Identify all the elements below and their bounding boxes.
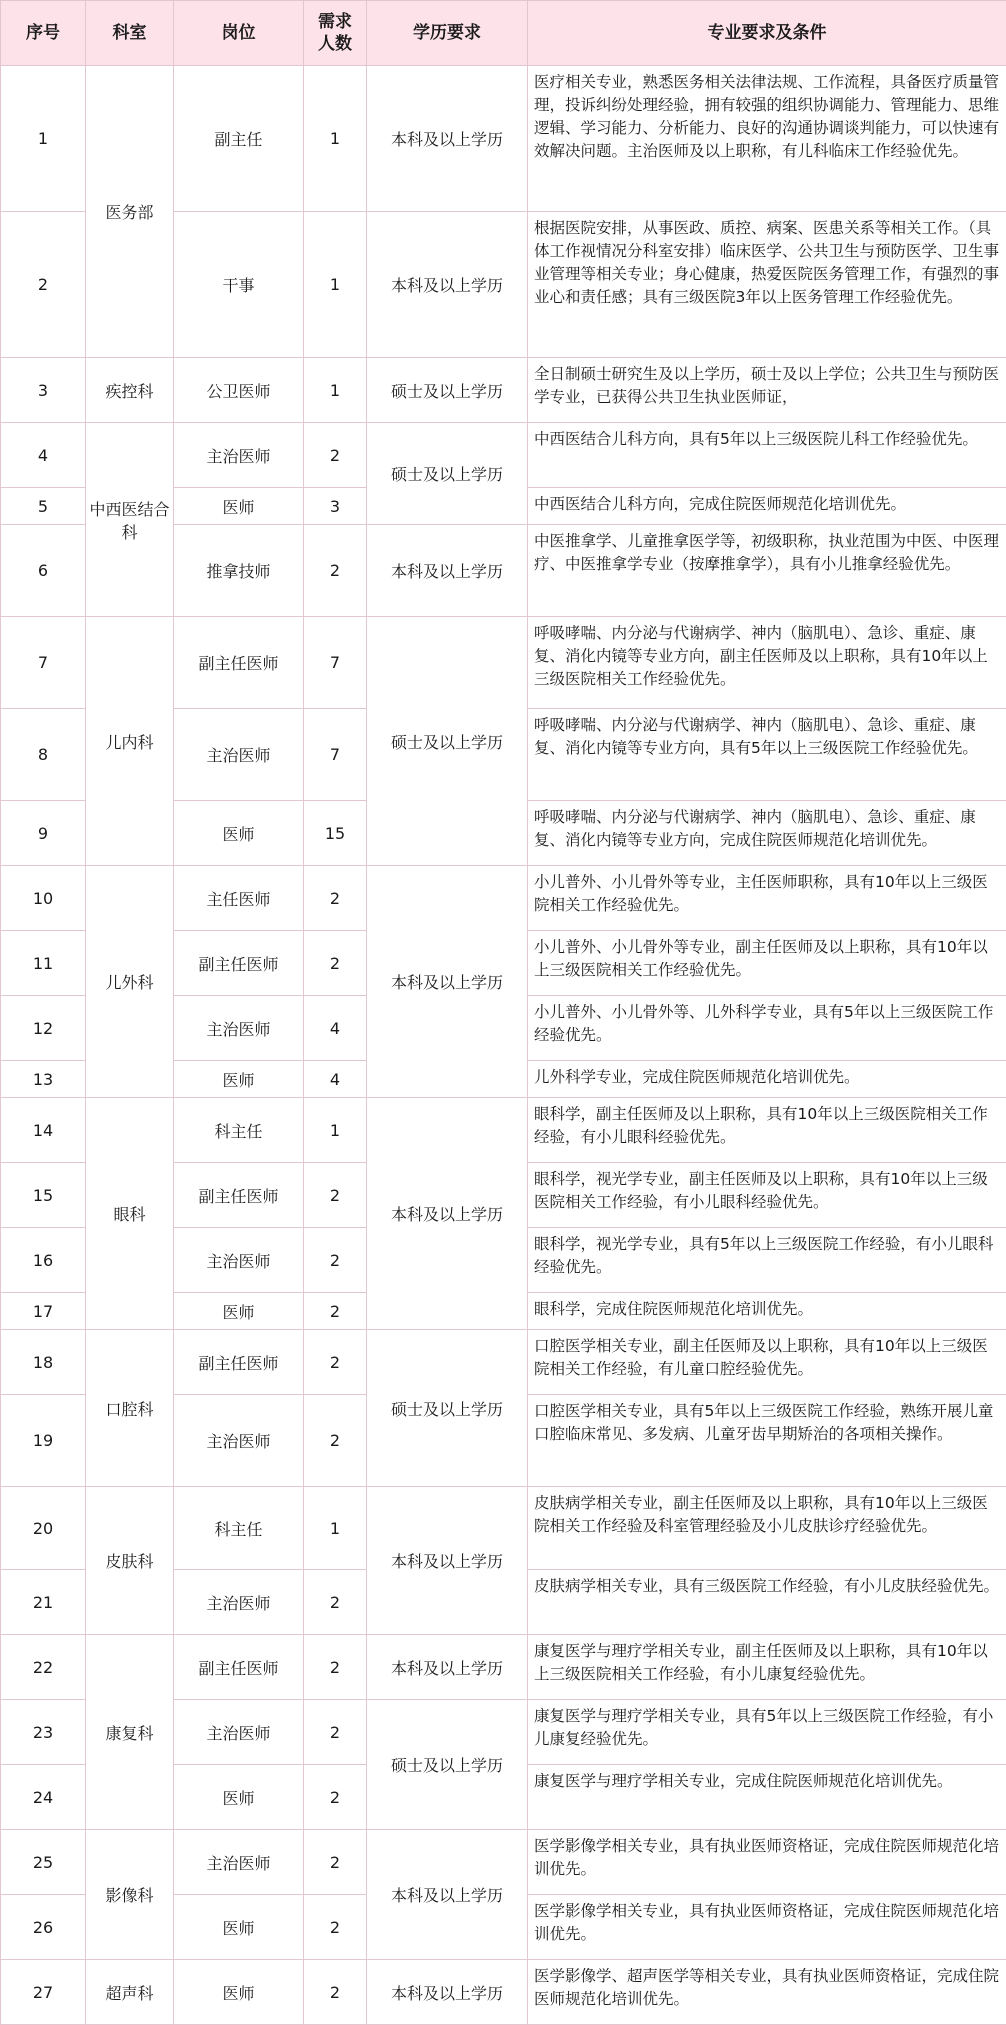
table-row: [1, 617, 1006, 709]
cell-req: [528, 1098, 1006, 1163]
req-text: 医学影像学相关专业，具有执业医师资格证，完成住院医师规范化培训优先。: [534, 1837, 1000, 1878]
cell-post: 科主任: [174, 1487, 304, 1570]
header-count: [304, 1, 367, 66]
cell-req: [528, 66, 1006, 212]
cell-count: 2: [304, 1570, 367, 1635]
cell-req: [528, 996, 1006, 1061]
cell-no: 23: [1, 1700, 86, 1765]
cell-req: [528, 1395, 1006, 1487]
cell-req: [528, 525, 1006, 617]
cell-no: 6: [1, 525, 86, 617]
cell-dept: 儿外科: [86, 866, 174, 1098]
cell-count: 3: [304, 488, 367, 525]
req-text: 小儿普外、小儿骨外等专业，主任医师职称，具有10年以上三级医院相关工作经验优先。: [534, 873, 988, 914]
req-text: 眼科学，副主任医师及以上职称，具有10年以上三级医院相关工作经验，有小儿眼科经验优先。: [534, 1105, 988, 1146]
cell-count: 2: [304, 866, 367, 931]
cell-count: 1: [304, 1487, 367, 1570]
req-text: 医学影像学相关专业，具有执业医师资格证，完成住院医师规范化培训优先。: [534, 1902, 1000, 1943]
cell-post: 医师: [174, 488, 304, 525]
cell-req: [528, 1570, 1006, 1635]
cell-post: 副主任医师: [174, 1163, 304, 1228]
req-text: 康复医学与理疗学相关专业，副主任医师及以上职称，具有10年以上三级医院相关工作经验，有小儿康复经验优先。: [534, 1642, 988, 1683]
cell-req: [528, 1700, 1006, 1765]
cell-count: 1: [304, 212, 367, 358]
cell-count: 2: [304, 1830, 367, 1895]
cell-no: 16: [1, 1228, 86, 1293]
cell-no: 10: [1, 866, 86, 931]
cell-req: [528, 1487, 1006, 1570]
cell-edu: 本科及以上学历: [367, 1635, 528, 1700]
cell-post: 科主任: [174, 1098, 304, 1163]
cell-edu: 本科及以上学历: [367, 525, 528, 617]
cell-edu: 硕士及以上学历: [367, 1700, 528, 1830]
cell-req: [528, 866, 1006, 931]
cell-dept: 口腔科: [86, 1330, 174, 1487]
cell-no: 1: [1, 66, 86, 212]
cell-post: 医师: [174, 1960, 304, 2025]
cell-count: 2: [304, 423, 367, 488]
cell-count: 2: [304, 1293, 367, 1330]
cell-no: 15: [1, 1163, 86, 1228]
cell-post: 主治医师: [174, 996, 304, 1061]
cell-post: 干事: [174, 212, 304, 358]
req-text: 医疗相关专业，熟悉医务相关法律法规、工作流程，具备医疗质量管理，投诉纠纷处理经验，拥有较强的组织协调能力、管理能力、思维逻辑、学习能力、分析能力、良好的沟通协调谈判能力，可以快速有效解决问题。主治医师及以上职称，有儿科临床工作经验优先。: [534, 73, 1000, 160]
req-text: 皮肤病学相关专业，具有三级医院工作经验，有小儿皮肤经验优先。: [534, 1577, 1000, 1595]
cell-req: [528, 1228, 1006, 1293]
cell-no: 13: [1, 1061, 86, 1098]
cell-no: 25: [1, 1830, 86, 1895]
req-text: 康复医学与理疗学相关专业，具有5年以上三级医院工作经验，有小儿康复经验优先。: [534, 1707, 994, 1748]
cell-no: 11: [1, 931, 86, 996]
cell-req: [528, 1960, 1006, 2025]
cell-req: [528, 1635, 1006, 1700]
cell-req: [528, 1061, 1006, 1098]
header-req: 专业要求及条件: [528, 1, 1006, 66]
cell-req: [528, 1765, 1006, 1830]
table-row: [1, 866, 1006, 931]
cell-req: [528, 617, 1006, 709]
table-row: [1, 1635, 1006, 1700]
cell-count: 2: [304, 1895, 367, 1960]
cell-no: 5: [1, 488, 86, 525]
table-header-row: [1, 1, 1006, 66]
cell-count: 1: [304, 358, 367, 423]
cell-no: 20: [1, 1487, 86, 1570]
cell-no: 24: [1, 1765, 86, 1830]
cell-req: [528, 1293, 1006, 1330]
cell-no: 2: [1, 212, 86, 358]
req-text: 全日制硕士研究生及以上学历，硕士及以上学位；公共卫生与预防医学专业，已获得公共卫生执业医师证，: [534, 365, 1000, 406]
cell-post: 公卫医师: [174, 358, 304, 423]
cell-post: 推拿技师: [174, 525, 304, 617]
cell-req: [528, 1163, 1006, 1228]
cell-no: 7: [1, 617, 86, 709]
cell-post: 主治医师: [174, 423, 304, 488]
cell-no: 22: [1, 1635, 86, 1700]
cell-post: 主治医师: [174, 1830, 304, 1895]
cell-edu: 硕士及以上学历: [367, 423, 528, 525]
cell-post: 副主任医师: [174, 617, 304, 709]
cell-no: 12: [1, 996, 86, 1061]
cell-no: 8: [1, 709, 86, 801]
header-no: 序号: [1, 1, 86, 66]
req-text: 中西医结合儿科方向，完成住院医师规范化培训优先。: [534, 495, 907, 513]
cell-post: 医师: [174, 801, 304, 866]
header-edu: 学历要求: [367, 1, 528, 66]
cell-post: 主治医师: [174, 1700, 304, 1765]
cell-req: [528, 488, 1006, 525]
req-text: 呼吸哮喘、内分泌与代谢病学、神内（脑肌电）、急诊、重症、康复、消化内镜等专业方向，完成住院医师规范化培训优先。: [534, 808, 976, 849]
cell-req: [528, 1830, 1006, 1895]
cell-req: [528, 423, 1006, 488]
req-text: 康复医学与理疗学相关专业，完成住院医师规范化培训优先。: [534, 1772, 953, 1790]
cell-edu: 本科及以上学历: [367, 1960, 528, 2025]
req-text: 小儿普外、小儿骨外等、儿外科学专业，具有5年以上三级医院工作经验优先。: [534, 1003, 994, 1044]
req-text: 眼科学，视光学专业，具有5年以上三级医院工作经验，有小儿眼科经验优先。: [534, 1235, 994, 1276]
cell-count: 7: [304, 709, 367, 801]
cell-dept: 康复科: [86, 1635, 174, 1830]
cell-count: 1: [304, 1098, 367, 1163]
header-post: 岗位: [174, 1, 304, 66]
cell-dept: 超声科: [86, 1960, 174, 2025]
cell-req: [528, 801, 1006, 866]
table-row: [1, 1330, 1006, 1395]
req-text: 儿外科学专业，完成住院医师规范化培训优先。: [534, 1068, 860, 1086]
cell-post: 主治医师: [174, 1228, 304, 1293]
table-row: [1, 1487, 1006, 1570]
cell-dept: 中西医结合科: [86, 423, 174, 617]
table-row: [1, 1830, 1006, 1895]
req-text: 小儿普外、小儿骨外等专业，副主任医师及以上职称，具有10年以上三级医院相关工作经验优先。: [534, 938, 988, 979]
cell-post: 医师: [174, 1061, 304, 1098]
cell-edu: 本科及以上学历: [367, 866, 528, 1098]
cell-count: 2: [304, 1330, 367, 1395]
cell-no: 26: [1, 1895, 86, 1960]
cell-dept: 皮肤科: [86, 1487, 174, 1635]
cell-post: 主任医师: [174, 866, 304, 931]
cell-edu: 本科及以上学历: [367, 1830, 528, 1960]
cell-edu: 本科及以上学历: [367, 66, 528, 212]
cell-count: 7: [304, 617, 367, 709]
cell-dept: 疾控科: [86, 358, 174, 423]
cell-no: 14: [1, 1098, 86, 1163]
cell-no: 17: [1, 1293, 86, 1330]
cell-req: [528, 358, 1006, 423]
req-text: 皮肤病学相关专业，副主任医师及以上职称，具有10年以上三级医院相关工作经验及科室管理经验及小儿皮肤诊疗经验优先。: [534, 1494, 988, 1535]
req-text: 口腔医学相关专业，具有5年以上三级医院工作经验，熟练开展儿童口腔临床常见、多发病、儿童牙齿早期矫治的各项相关操作。: [534, 1402, 994, 1443]
cell-dept: 医务部: [86, 66, 174, 358]
cell-post: 副主任: [174, 66, 304, 212]
cell-no: 4: [1, 423, 86, 488]
cell-count: 2: [304, 1700, 367, 1765]
cell-count: 2: [304, 1960, 367, 2025]
cell-req: [528, 931, 1006, 996]
cell-no: 27: [1, 1960, 86, 2025]
cell-count: 2: [304, 1228, 367, 1293]
req-text: 根据医院安排，从事医政、质控、病案、医患关系等相关工作。（具体工作视情况分科室安排）临床医学、公共卫生与预防医学、卫生事业管理等相关专业；身心健康，热爱医院医务管理工作，有强烈的事业心和责任感；具有三级医院3年以上医务管理工作经验优先。: [534, 219, 1000, 306]
req-text: 中医推拿学、儿童推拿医学等，初级职称，执业范围为中医、中医理疗、中医推拿学专业（按摩推拿学），具有小儿推拿经验优先。: [534, 532, 1000, 573]
req-text: 呼吸哮喘、内分泌与代谢病学、神内（脑肌电）、急诊、重症、康复、消化内镜等专业方向，具有5年以上三级医院工作经验优先。: [534, 716, 978, 757]
cell-req: [528, 709, 1006, 801]
cell-req: [528, 1895, 1006, 1960]
cell-dept: 儿内科: [86, 617, 174, 866]
cell-post: 副主任医师: [174, 1635, 304, 1700]
cell-req: [528, 212, 1006, 358]
req-text: 医学影像学、超声医学等相关专业，具有执业医师资格证，完成住院医师规范化培训优先。: [534, 1967, 1000, 2008]
cell-no: 19: [1, 1395, 86, 1487]
table-row: [1, 358, 1006, 423]
cell-no: 18: [1, 1330, 86, 1395]
cell-dept: 影像科: [86, 1830, 174, 1960]
cell-edu: 本科及以上学历: [367, 1098, 528, 1330]
header-count-line2: 人数: [318, 34, 352, 54]
cell-post: 主治医师: [174, 1570, 304, 1635]
header-count-line1: 需求: [318, 12, 352, 32]
cell-post: 医师: [174, 1293, 304, 1330]
cell-post: 医师: [174, 1895, 304, 1960]
req-text: 口腔医学相关专业，副主任医师及以上职称，具有10年以上三级医院相关工作经验，有儿童口腔经验优先。: [534, 1337, 988, 1378]
cell-edu: 硕士及以上学历: [367, 358, 528, 423]
cell-post: 副主任医师: [174, 1330, 304, 1395]
req-text: 眼科学，完成住院医师规范化培训优先。: [534, 1300, 814, 1318]
cell-count: 2: [304, 1765, 367, 1830]
cell-no: 21: [1, 1570, 86, 1635]
cell-count: 2: [304, 931, 367, 996]
req-text: 中西医结合儿科方向，具有5年以上三级医院儿科工作经验优先。: [534, 430, 978, 448]
cell-count: 4: [304, 996, 367, 1061]
cell-count: 2: [304, 525, 367, 617]
cell-count: 4: [304, 1061, 367, 1098]
cell-edu: 硕士及以上学历: [367, 617, 528, 866]
cell-count: 1: [304, 66, 367, 212]
cell-no: 9: [1, 801, 86, 866]
req-text: 呼吸哮喘、内分泌与代谢病学、神内（脑肌电）、急诊、重症、康复、消化内镜等专业方向，副主任医师及以上职称，具有10年以上三级医院相关工作经验优先。: [534, 624, 988, 688]
header-dept: 科室: [86, 1, 174, 66]
cell-post: 主治医师: [174, 709, 304, 801]
cell-count: 15: [304, 801, 367, 866]
table-row: [1, 423, 1006, 488]
cell-count: 2: [304, 1635, 367, 1700]
table-row: [1, 66, 1006, 212]
cell-edu: 本科及以上学历: [367, 212, 528, 358]
req-text: 眼科学，视光学专业，副主任医师及以上职称，具有10年以上三级医院相关工作经验，有小儿眼科经验优先。: [534, 1170, 988, 1211]
cell-count: 2: [304, 1395, 367, 1487]
cell-edu: 本科及以上学历: [367, 1487, 528, 1635]
cell-req: [528, 1330, 1006, 1395]
cell-no: 3: [1, 358, 86, 423]
cell-post: 主治医师: [174, 1395, 304, 1487]
cell-dept: 眼科: [86, 1098, 174, 1330]
cell-post: 副主任医师: [174, 931, 304, 996]
table-row: [1, 1098, 1006, 1163]
cell-count: 2: [304, 1163, 367, 1228]
cell-post: 医师: [174, 1765, 304, 1830]
cell-edu: 硕士及以上学历: [367, 1330, 528, 1487]
table-row: [1, 1960, 1006, 2025]
